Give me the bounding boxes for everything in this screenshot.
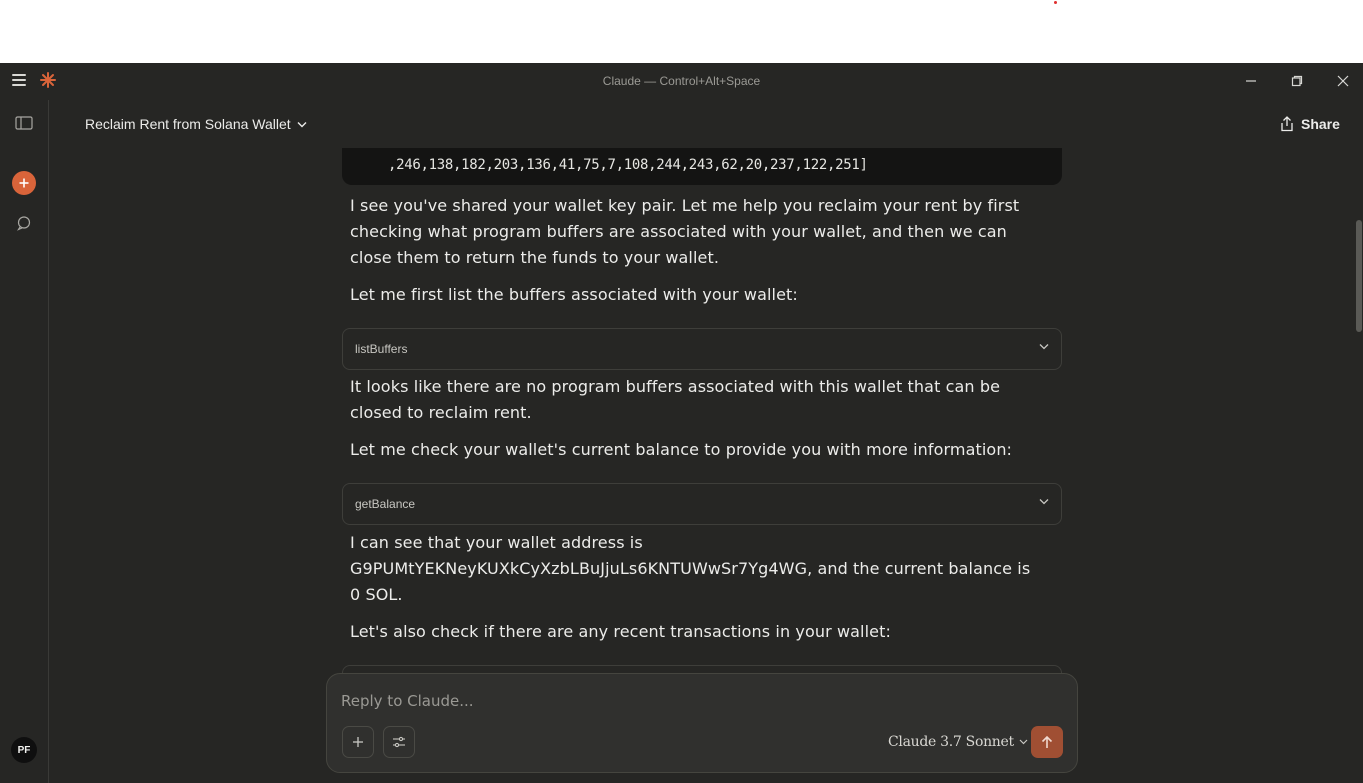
add-attachment-button[interactable] — [342, 726, 374, 758]
sidebar-toggle-icon[interactable] — [12, 111, 36, 135]
tool-name: getBalance — [355, 497, 416, 511]
tools-settings-button[interactable] — [383, 726, 415, 758]
assistant-message: Let me check your wallet's current balance to provide you with more information: — [350, 440, 1013, 459]
left-rail — [0, 100, 49, 783]
code-block — [342, 148, 1062, 185]
plus-icon — [352, 736, 364, 748]
indicator-dot — [1054, 1, 1057, 4]
arrow-up-icon — [1041, 735, 1053, 749]
tool-call-collapsible[interactable] — [342, 483, 1062, 525]
avatar[interactable]: PF — [11, 737, 37, 763]
plus-icon — [18, 177, 30, 189]
chevron-down-icon — [1019, 739, 1028, 745]
conversation-title[interactable] — [85, 116, 307, 132]
model-label: Claude 3.7 Sonnet — [888, 734, 1014, 750]
assistant-message: I can see that your wallet address is G9PUMtYEKNeyKUXkCyXzbLBuJjuLs6KNTUWwSr7Yg4WG, and the current balance is 0 SOL. — [350, 533, 1031, 604]
model-selector[interactable] — [888, 734, 1028, 750]
close-icon[interactable] — [1331, 69, 1355, 93]
chevron-down-icon — [297, 121, 307, 128]
title-bar — [0, 63, 1363, 100]
app-window — [0, 63, 1363, 783]
chevron-down-icon — [1039, 498, 1049, 505]
composer — [326, 673, 1078, 773]
assistant-message: It looks like there are no program buffers associated with this wallet that can be closed to reclaim rent. — [350, 377, 1001, 422]
chevron-down-icon — [1039, 343, 1049, 350]
conversation-title-label: Reclaim Rent from Solana Wallet — [85, 116, 291, 132]
code-line: ,246,138,182,203,136,41,75,7,108,244,243,62,20,237,122,251] — [388, 157, 868, 173]
assistant-message: I see you've shared your wallet key pair. Let me help you reclaim your rent by first checking what program buffers are associated with your wallet, and then we can close them to return the funds to your wallet. — [350, 196, 1020, 267]
share-label: Share — [1301, 116, 1340, 132]
reply-input[interactable] — [341, 689, 1041, 713]
share-button[interactable] — [1280, 114, 1340, 134]
tool-name: listBuffers — [355, 342, 408, 356]
share-icon — [1280, 116, 1294, 132]
send-button[interactable] — [1031, 726, 1063, 758]
window-title: Claude — Control+Alt+Space — [602, 74, 761, 88]
minimize-icon[interactable] — [1239, 69, 1263, 93]
assistant-message: Let me first list the buffers associated with your wallet: — [350, 285, 798, 304]
sliders-icon — [392, 736, 406, 748]
top-blank-area — [0, 0, 1363, 63]
scrollbar-thumb[interactable] — [1356, 220, 1362, 332]
tool-call-collapsible[interactable] — [342, 328, 1062, 370]
chats-icon[interactable] — [12, 211, 36, 235]
assistant-message: Let's also check if there are any recent transactions in your wallet: — [350, 622, 891, 641]
conversation-area — [342, 148, 1062, 736]
restore-icon[interactable] — [1285, 69, 1309, 93]
new-chat-button[interactable] — [12, 171, 36, 195]
